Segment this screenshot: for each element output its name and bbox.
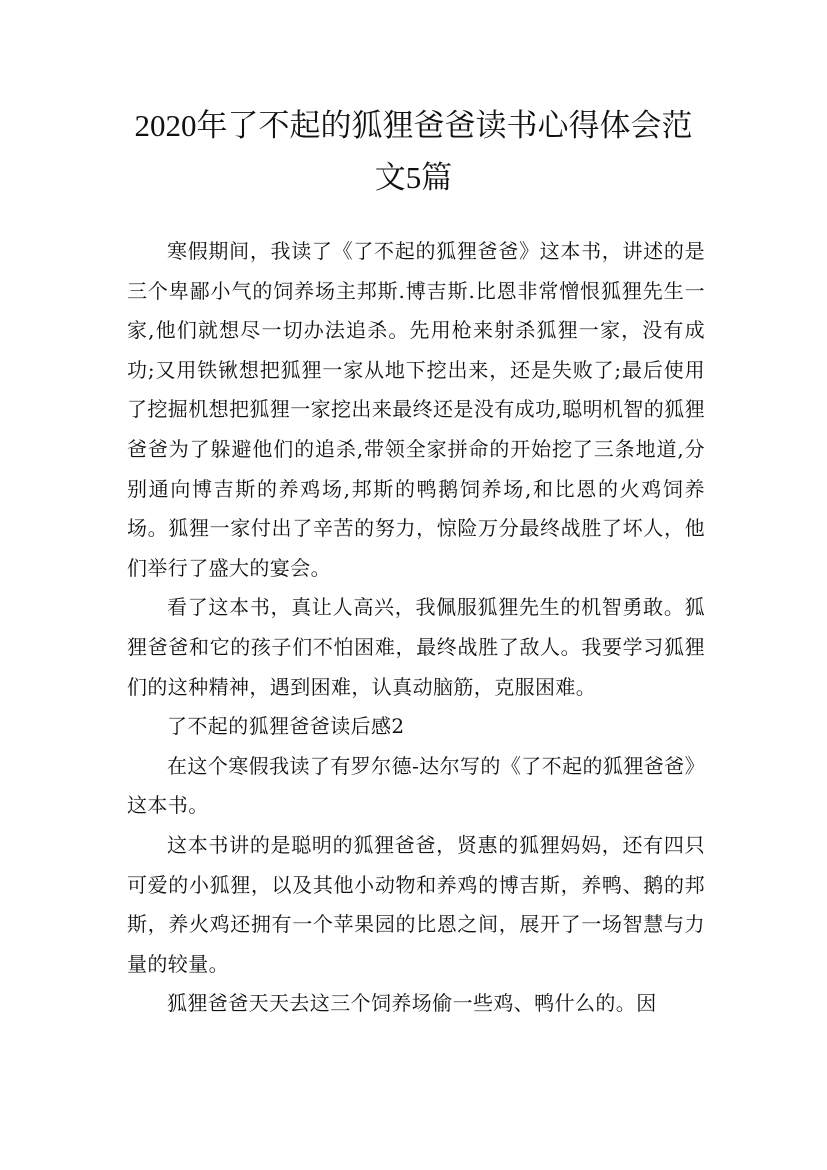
title-line-1: 2020年了不起的狐狸爸爸读书心得体会范 [134,108,693,143]
section-heading-2: 了不起的狐狸爸爸读后感2 [167,714,405,739]
document-title [110,100,717,204]
paragraph-continued: 狐狸爸爸天天去这三个饲养场偷一些鸡、鸭什么的。因 [167,991,657,1016]
paragraph-intro-2: 在这个寒假我读了有罗尔德-达尔写的《了不起的狐狸爸爸》这本书。 [127,753,705,818]
document-body [127,232,705,1024]
paragraph-summary: 寒假期间，我读了《了不起的狐狸爸爸》这本书，讲述的是三个卑鄙小气的饲养场主邦斯.博吉斯.比恩非常憎恨狐狸先生一家,他们就想尽一切办法追杀。先用枪来射杀狐狸一家，没有成功;又用铁锹想把狐狸一家从地下挖出来，还是失败了;最后使用了挖掘机想把狐狸一家挖出来最终还是没有成功,聪明机智的狐狸爸爸为了躲避他们的追杀,带领全家拼命的开始挖了三条地道,分别通向博吉斯的养鸡场,邦斯的鸭鹅饲养场,和比恩的火鸡饲养场。狐狸一家付出了辛苦的努力，惊险万分最终战胜了坏人，他们举行了盛大的宴会。 [127,239,705,580]
paragraph-reflection: 看了这本书，真让人高兴，我佩服狐狸先生的机智勇敢。狐狸爸爸和它的孩子们不怕困难，最终战胜了敌人。我要学习狐狸们的这种精神，遇到困难，认真动脑筋，克服困难。 [127,595,705,699]
paragraph-characters: 这本书讲的是聪明的狐狸爸爸，贤惠的狐狸妈妈，还有四只可爱的小狐狸，以及其他小动物和养鸡的博吉斯，养鸭、鹅的邦斯，养火鸡还拥有一个苹果园的比恩之间，展开了一场智慧与力量的较量。 [127,832,705,976]
title-line-2: 文5篇 [374,160,453,195]
